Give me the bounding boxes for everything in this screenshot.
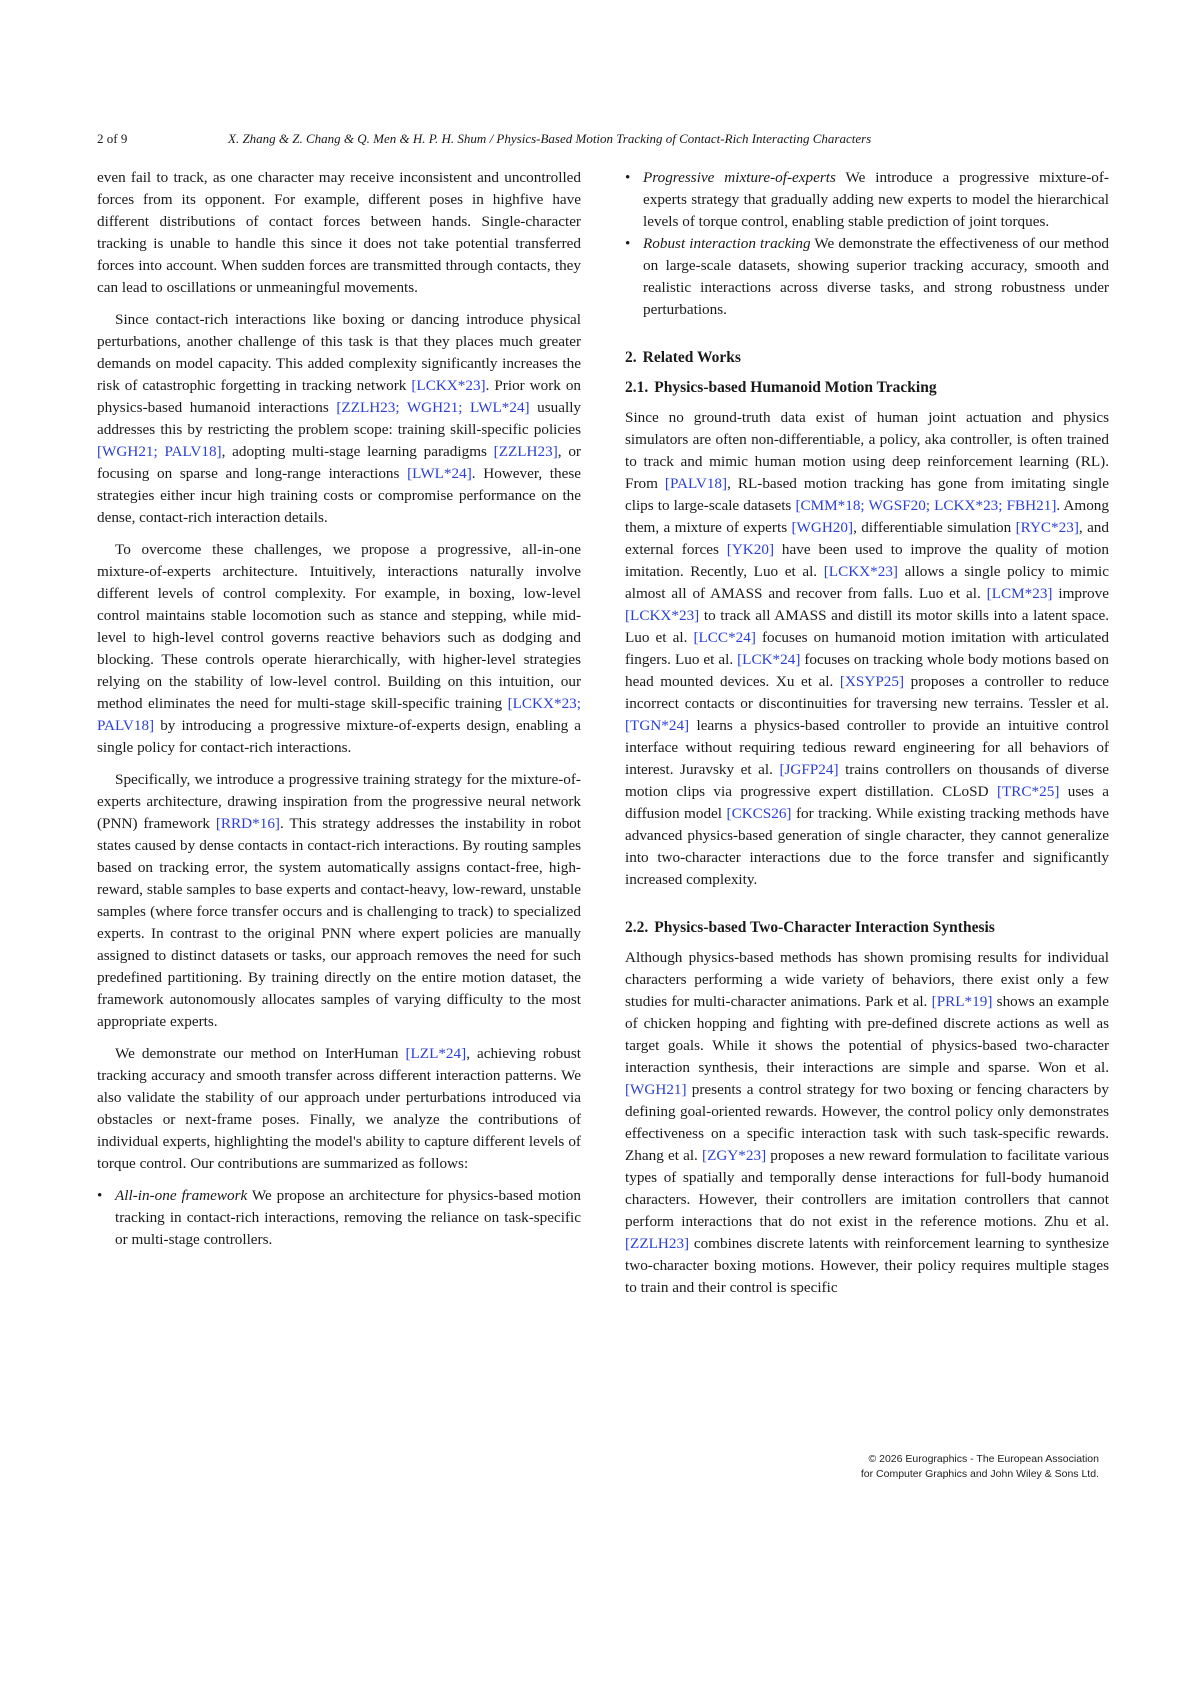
paragraph-text: , adopting multi-stage learning paradigms xyxy=(221,443,494,460)
bullet-heading: Robust interaction tracking xyxy=(643,235,811,252)
paragraph-text: . Prior work on physics-based humanoid interactions xyxy=(97,377,582,416)
citation-link[interactable]: [LCK*24] xyxy=(737,651,801,668)
list-item xyxy=(97,1185,581,1251)
paragraph-text: , achieving robust tracking accuracy and smooth transfer across different interaction patterns. We also validate the stability of our approach under perturbations introduced via obstacles or next-frame poses. Finally, we analyze the contributions of individual experts, highlighting the model's ability to capture different levels of torque control. Our contributions are summarized as follows: xyxy=(97,1045,581,1172)
page-number: 2 of 9 xyxy=(97,131,128,146)
subsection-number: 2.2. xyxy=(625,919,649,936)
page-header xyxy=(97,129,1099,149)
citation-link[interactable]: [WGH21] xyxy=(625,1081,687,1098)
citation-link[interactable]: [LZL*24] xyxy=(405,1045,467,1062)
bullet-heading: All-in-one framework xyxy=(115,1187,248,1204)
citation-link[interactable]: [WGH20] xyxy=(791,519,854,536)
citation-link[interactable]: [ZZLH23] xyxy=(493,443,558,460)
paragraph-text: To overcome these challenges, we propose a progressive, all-in-one mixture-of-experts architecture. Intuitively, interactions naturally involve different levels of control complexity. For example, in boxing, low-level control maintains stable locomotion such as stance and stepping, while mid-level to high-level control governs reactive behaviors such as dodging and blocking. These controls operate hierarchically, with higher-level strategies relying on the stability of low-level control. Building on this intuition, our method eliminates the need for multi-stage skill-specific training xyxy=(97,541,581,712)
right-column xyxy=(625,167,1109,1309)
paragraph-text: , RL-based motion tracking has gone from imitating single clips to large-scale datasets xyxy=(625,475,1109,514)
paragraph xyxy=(97,167,581,299)
paragraph-text: for tracking. While existing tracking methods have advanced physics-based generation of single character, they cannot generalize into two-character interactions due to the force transfer and significantly increased complexity. xyxy=(625,805,1110,888)
paragraph-text: proposes a new reward formulation to facilitate various types of spatially and temporally dense interactions for full-body humanoid characters. However, their controllers are imitation controllers that cannot perform interactions that do not exist in the reference motions. Zhu et al. xyxy=(625,1147,1109,1230)
copyright-line-2: for Computer Graphics and John Wiley & Sons Ltd. xyxy=(860,1468,1099,1480)
paragraph-text: We demonstrate our method on InterHuman xyxy=(115,1045,406,1062)
citation-link[interactable]: [XSYP25] xyxy=(839,673,905,690)
running-title: X. Zhang & Z. Chang & Q. Men & H. P. H. Shum / Physics-Based Motion Tracking of Contact-Rich Interacting Characters xyxy=(228,131,872,146)
paragraph-text: combines discrete latents with reinforcement learning to synthesize two-character boxing motions. However, their policy requires multiple stages to train and their control is specific xyxy=(625,1235,1109,1296)
paragraph-text: , or focusing on sparse and long-range interactions xyxy=(97,443,581,482)
paragraph-text: focuses on tracking whole body motions based on head mounted devices. Xu et al. xyxy=(625,651,1109,690)
citation-link[interactable]: [LCKX*23] xyxy=(625,607,700,624)
paragraph xyxy=(97,1043,581,1175)
citation-link[interactable]: [RYC*23] xyxy=(1015,519,1079,536)
bullet-icon: • xyxy=(625,169,631,186)
subsection-title: Physics-based Humanoid Motion Tracking xyxy=(654,379,937,396)
paragraph xyxy=(97,539,581,759)
paragraph-text: Although physics-based methods has shown promising results for individual characters performing a wide variety of behaviors, there exist only a few studies for multi-character animations. Park et al. xyxy=(625,949,1109,1010)
paragraph-text: . Among them, a mixture of experts xyxy=(625,497,1109,536)
paragraph xyxy=(97,769,581,1033)
paragraph xyxy=(97,309,581,529)
paragraph-text: . However, these strategies either incur high training costs or compromise performance on the dense, contact-rich interaction details. xyxy=(97,465,581,526)
citation-link[interactable]: [ZZLH23; WGH21; LWL*24] xyxy=(336,399,530,416)
paragraph-text: usually addresses this by restricting the problem scope: training skill-specific policies xyxy=(97,399,582,438)
paragraph-text: improve xyxy=(1052,585,1109,602)
section-title: Related Works xyxy=(642,349,741,366)
paragraph-text: presents a control strategy for two boxing or fencing characters by defining goal-oriented rewards. However, the control policy only demonstrates effectiveness on a specific interaction task with such task-specific rewards. Zhang et al. xyxy=(625,1081,1109,1164)
citation-link[interactable]: [TRC*25] xyxy=(996,783,1060,800)
citation-link[interactable]: [LCKX*23] xyxy=(411,377,486,394)
paragraph-text: to track all AMASS and distill its motor skills into a latent space. Luo et al. xyxy=(625,607,1109,646)
subsection-number: 2.1. xyxy=(625,379,649,396)
citation-link[interactable]: [WGH21; PALV18] xyxy=(97,443,222,460)
citation-link[interactable]: [LCC*24] xyxy=(693,629,756,646)
paragraph-text: focuses on humanoid motion imitation with articulated fingers. Luo et al. xyxy=(625,629,1109,668)
section-heading-related-works xyxy=(625,347,1109,369)
paragraph-text: Since no ground-truth data exist of human joint actuation and physics simulators are often non-differentiable, a policy, aka controller, is often trained to track and mimic human motion using deep reinforcement learning (RL). From xyxy=(625,409,1109,492)
list-item xyxy=(625,233,1109,321)
copyright-line-1: © 2026 Eurographics - The European Association xyxy=(868,1453,1099,1465)
citation-link[interactable]: [RRD*16] xyxy=(215,815,280,832)
citation-link[interactable]: [JGFP24] xyxy=(779,761,839,778)
citation-link[interactable]: [PALV18] xyxy=(664,475,728,492)
paragraph-text: Specifically, we introduce a progressive training strategy for the mixture-of-experts architecture, drawing inspiration from the progressive neural network (PNN) framework xyxy=(97,771,581,832)
citation-link[interactable]: [TGN*24] xyxy=(625,717,690,734)
citation-link[interactable]: [PRL*19] xyxy=(931,993,993,1010)
bullet-icon: • xyxy=(625,235,631,252)
paragraph-text: proposes a controller to reduce incorrect contacts or discontinuities for traversing new terrains. Tessler et al. xyxy=(625,673,1109,712)
paragraph-text: have been used to improve the quality of motion imitation. Recently, Luo et al. xyxy=(625,541,1109,580)
contributions-list xyxy=(97,1185,581,1251)
paragraph-text: even fail to track, as one character may receive inconsistent and uncontrolled forces from its opponent. For example, different poses in highfive have different distributions of contact forces between hands. Single-character tracking is unable to handle this since it does not take potential transferred forces into account. When sudden forces are transmitted through contacts, they can lead to oscillations or unmeaningful movements. xyxy=(97,169,581,296)
paragraph-text: Since contact-rich interactions like boxing or dancing introduce physical perturbations, another challenge of this task is that they places much greater demands on model capacity. This added complexity significantly increases the risk of catastrophic forgetting in tracking network xyxy=(97,311,581,394)
paragraph xyxy=(625,407,1109,891)
citation-link[interactable]: [CMM*18; WGSF20; LCKX*23; FBH21] xyxy=(795,497,1057,514)
paragraph-text: , differentiable simulation xyxy=(853,519,1016,536)
bullet-body: We propose an architecture for physics-based motion tracking in contact-rich interactions, removing the reliance on task-specific or multi-stage controllers. xyxy=(115,1187,581,1248)
paragraph-text: . This strategy addresses the instability in robot states caused by dense contacts in contact-rich interactions. By routing samples based on tracking error, the system automatically assigns contact-free, high-reward, stable samples to base experts and contact-heavy, low-reward, unstable samples (where force transfer occurs and is challenging to track) to specialized experts. In contrast to the original PNN where expert policies are manually assigned to distinct datasets or tasks, our approach removes the need for such predefined partitioning. By training directly on the entire motion dataset, the framework autonomously allocates samples of varying difficulty to the most appropriate experts. xyxy=(97,815,581,1030)
paragraph-text: uses a diffusion model xyxy=(625,783,1109,822)
left-column xyxy=(97,167,581,1251)
subsection-heading-interaction-synthesis xyxy=(625,917,1109,939)
paragraph xyxy=(625,947,1109,1299)
paragraph-text: , and external forces xyxy=(625,519,1109,558)
citation-link[interactable]: [LWL*24] xyxy=(407,465,472,482)
paragraph-text: allows a single policy to mimic almost all of AMASS and recover from falls. Luo et al. xyxy=(625,563,1109,602)
citation-link[interactable]: [ZZLH23] xyxy=(625,1235,690,1252)
citation-link[interactable]: [CKCS26] xyxy=(726,805,792,822)
paragraph-text: shows an example of chicken hopping and fighting with pre-defined discrete actions as well as target goals. While it shows the potential of physics-based two-character interaction synthesis, their interactions are simple and sparse. Won et al. xyxy=(625,993,1109,1076)
paragraph-text: trains controllers on thousands of diverse motion clips via progressive expert distillation. CLoSD xyxy=(625,761,1109,800)
citation-link[interactable]: [ZGY*23] xyxy=(702,1147,767,1164)
citation-link[interactable]: [LCKX*23] xyxy=(823,563,898,580)
copyright-footer xyxy=(861,1452,1099,1482)
subsection-title: Physics-based Two-Character Interaction Synthesis xyxy=(654,919,995,936)
bullet-body: We introduce a progressive mixture-of-experts strategy that gradually adding new experts to model the hierarchical levels of torque control, enabling stable prediction of joint torques. xyxy=(643,169,1109,230)
bullet-heading: Progressive mixture-of-experts xyxy=(643,169,836,186)
paragraph-text: learns a physics-based controller to provide an intuitive control interface without requiring tedious reward engineering for all behaviors of interest. Juravsky et al. xyxy=(625,717,1109,778)
subsection-heading-motion-tracking xyxy=(625,377,1109,399)
paragraph-text: by introducing a progressive mixture-of-experts design, enabling a single policy for contact-rich interactions. xyxy=(97,717,581,756)
citation-link[interactable]: [LCKX*23; PALV18] xyxy=(97,695,581,734)
bullet-icon: • xyxy=(97,1187,103,1204)
section-number: 2. xyxy=(625,349,637,366)
citation-link[interactable]: [LCM*23] xyxy=(986,585,1053,602)
bullet-body: We demonstrate the effectiveness of our method on large-scale datasets, showing superior tracking accuracy, smooth and realistic interactions across diverse tasks, and strong robustness under perturbations. xyxy=(643,235,1110,318)
citation-link[interactable]: [YK20] xyxy=(726,541,775,558)
list-item xyxy=(625,167,1109,233)
contributions-list-continued xyxy=(625,167,1109,321)
